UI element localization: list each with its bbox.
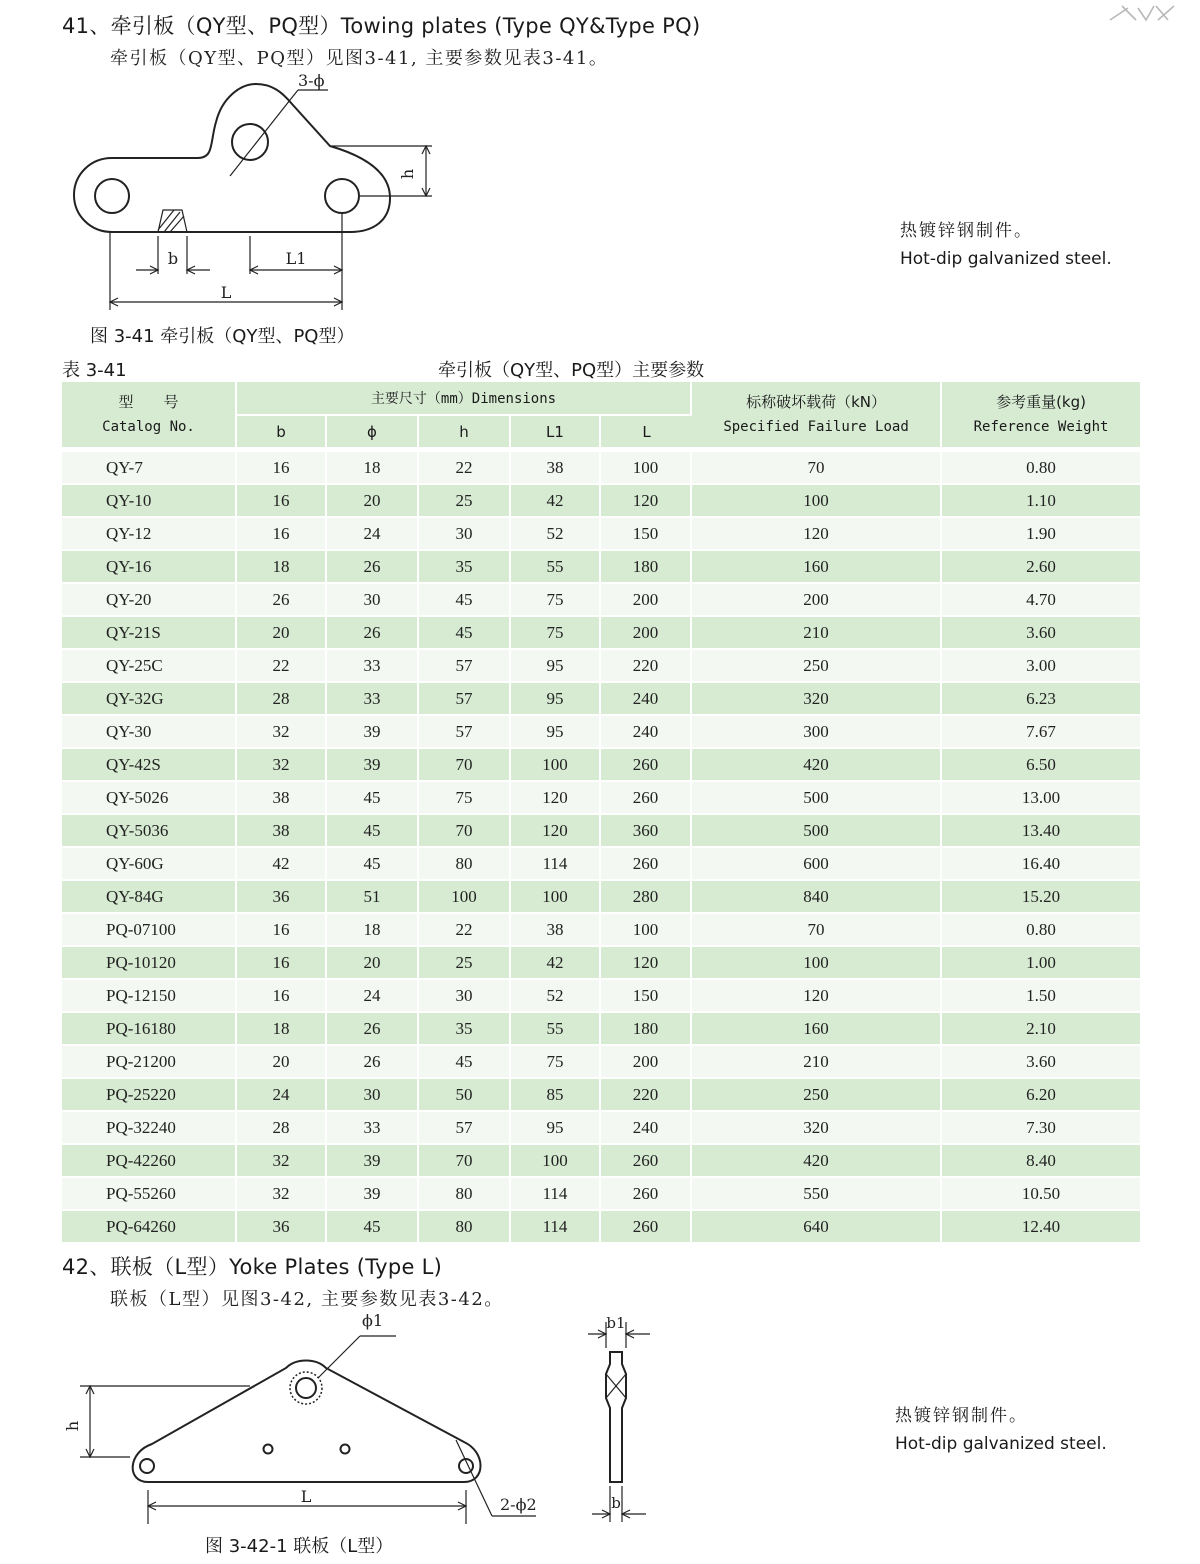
value-cell: 30 <box>327 1079 419 1112</box>
header-dim-l: L <box>601 416 692 449</box>
value-cell: 75 <box>419 782 511 815</box>
value-cell: 39 <box>327 716 419 749</box>
value-cell: 13.00 <box>942 782 1140 815</box>
value-cell: 85 <box>511 1079 601 1112</box>
value-cell: 120 <box>601 485 692 518</box>
model-cell: QY-10 <box>62 485 237 518</box>
value-cell: 6.20 <box>942 1079 1140 1112</box>
value-cell: 42 <box>237 848 327 881</box>
value-cell: 30 <box>419 518 511 551</box>
value-cell: 75 <box>511 1046 601 1079</box>
model-cell: PQ-55260 <box>62 1178 237 1211</box>
value-cell: 75 <box>511 584 601 617</box>
value-cell: 200 <box>601 1046 692 1079</box>
value-cell: 25 <box>419 485 511 518</box>
table-title: 牵引板（QY型、PQ型）主要参数 <box>438 360 705 381</box>
value-cell: 6.50 <box>942 749 1140 782</box>
table-row <box>62 617 1140 650</box>
value-cell: 200 <box>601 617 692 650</box>
value-cell: 28 <box>237 683 327 716</box>
figure-42-l-label: L <box>300 1487 312 1506</box>
value-cell: 32 <box>237 1178 327 1211</box>
table-row <box>62 1145 1140 1178</box>
table-row <box>62 584 1140 617</box>
section-41-subline: 牵引板（QY型、PQ型）见图3-41, 主要参数见表3-41。 <box>110 48 609 69</box>
value-cell: 100 <box>601 449 692 485</box>
value-cell: 57 <box>419 650 511 683</box>
value-cell: 26 <box>327 1046 419 1079</box>
value-cell: 33 <box>327 1112 419 1145</box>
value-cell: 52 <box>511 980 601 1013</box>
value-cell: 50 <box>419 1079 511 1112</box>
table-row <box>62 947 1140 980</box>
figure-42-phi1-label: ϕ1 <box>362 1311 384 1330</box>
value-cell: 16 <box>237 485 327 518</box>
value-cell: 51 <box>327 881 419 914</box>
value-cell: 36 <box>237 881 327 914</box>
value-cell: 1.00 <box>942 947 1140 980</box>
table-row <box>62 980 1140 1013</box>
value-cell: 12.40 <box>942 1211 1140 1244</box>
value-cell: 20 <box>237 617 327 650</box>
header-dim-phi: ϕ <box>327 416 419 449</box>
value-cell: 100 <box>692 485 942 518</box>
value-cell: 120 <box>511 782 601 815</box>
table-row <box>62 914 1140 947</box>
value-cell: 45 <box>327 1211 419 1244</box>
logo-icon <box>1108 2 1178 24</box>
section-42-heading: 42、联板（L型）Yoke Plates (Type L) <box>62 1255 443 1279</box>
model-cell: QY-60G <box>62 848 237 881</box>
value-cell: 20 <box>327 947 419 980</box>
value-cell: 70 <box>692 449 942 485</box>
figure-42-b1-label: b1 <box>606 1314 626 1332</box>
value-cell: 15.20 <box>942 881 1140 914</box>
table-body <box>62 449 1140 1244</box>
value-cell: 640 <box>692 1211 942 1244</box>
value-cell: 16 <box>237 914 327 947</box>
value-cell: 42 <box>511 947 601 980</box>
model-cell: QY-30 <box>62 716 237 749</box>
value-cell: 280 <box>601 881 692 914</box>
value-cell: 39 <box>327 1145 419 1178</box>
value-cell: 39 <box>327 749 419 782</box>
table-row <box>62 518 1140 551</box>
value-cell: 240 <box>601 683 692 716</box>
value-cell: 18 <box>237 1013 327 1046</box>
value-cell: 1.10 <box>942 485 1140 518</box>
value-cell: 30 <box>419 980 511 1013</box>
value-cell: 16 <box>237 449 327 485</box>
figure-41-h-label: h <box>398 168 417 180</box>
value-cell: 8.40 <box>942 1145 1140 1178</box>
value-cell: 42 <box>511 485 601 518</box>
header-model <box>62 382 237 449</box>
towing-plate-drawing <box>60 70 460 320</box>
table-row <box>62 551 1140 584</box>
value-cell: 120 <box>601 947 692 980</box>
figure-41-l1-label: L1 <box>285 249 307 268</box>
value-cell: 20 <box>237 1046 327 1079</box>
value-cell: 45 <box>419 1046 511 1079</box>
value-cell: 95 <box>511 1112 601 1145</box>
value-cell: 320 <box>692 1112 942 1145</box>
header-weight-en: Reference Weight <box>973 418 1109 435</box>
value-cell: 500 <box>692 782 942 815</box>
value-cell: 150 <box>601 518 692 551</box>
value-cell: 6.23 <box>942 683 1140 716</box>
model-cell: QY-16 <box>62 551 237 584</box>
value-cell: 57 <box>419 683 511 716</box>
section-41-note-cn: 热镀锌钢制件。 <box>900 221 1033 241</box>
value-cell: 360 <box>601 815 692 848</box>
header-load-cn: 标称破坏载荷（kN） <box>746 392 886 411</box>
value-cell: 80 <box>419 1211 511 1244</box>
table-row <box>62 1079 1140 1112</box>
value-cell: 260 <box>601 1178 692 1211</box>
value-cell: 95 <box>511 650 601 683</box>
figure-42-phi2-label: 2-ϕ2 <box>500 1495 537 1514</box>
value-cell: 500 <box>692 815 942 848</box>
value-cell: 100 <box>692 947 942 980</box>
table-row <box>62 716 1140 749</box>
table-row <box>62 1178 1140 1211</box>
value-cell: 16 <box>237 980 327 1013</box>
value-cell: 220 <box>601 650 692 683</box>
value-cell: 1.90 <box>942 518 1140 551</box>
header-weight-cn: 参考重量(kg) <box>996 392 1086 411</box>
value-cell: 600 <box>692 848 942 881</box>
value-cell: 24 <box>327 980 419 1013</box>
figure-41-caption: 图 3-41 牵引板（QY型、PQ型） <box>90 326 355 347</box>
header-dim-b: b <box>237 416 327 449</box>
value-cell: 45 <box>419 617 511 650</box>
model-cell: PQ-64260 <box>62 1211 237 1244</box>
value-cell: 320 <box>692 683 942 716</box>
model-cell: QY-21S <box>62 617 237 650</box>
value-cell: 18 <box>327 914 419 947</box>
table-row <box>62 782 1140 815</box>
value-cell: 35 <box>419 551 511 584</box>
header-dim-l1: L1 <box>511 416 601 449</box>
model-cell: PQ-07100 <box>62 914 237 947</box>
section-42-note-cn: 热镀锌钢制件。 <box>895 1406 1028 1426</box>
model-cell: PQ-12150 <box>62 980 237 1013</box>
value-cell: 180 <box>601 1013 692 1046</box>
value-cell: 38 <box>511 449 601 485</box>
value-cell: 22 <box>419 914 511 947</box>
value-cell: 120 <box>692 518 942 551</box>
value-cell: 300 <box>692 716 942 749</box>
value-cell: 420 <box>692 749 942 782</box>
table-row <box>62 1013 1140 1046</box>
value-cell: 260 <box>601 1145 692 1178</box>
value-cell: 1.50 <box>942 980 1140 1013</box>
value-cell: 260 <box>601 848 692 881</box>
header-load-en: Specified Failure Load <box>723 418 909 435</box>
value-cell: 114 <box>511 1178 601 1211</box>
model-cell: QY-12 <box>62 518 237 551</box>
value-cell: 70 <box>419 1145 511 1178</box>
value-cell: 26 <box>237 584 327 617</box>
value-cell: 22 <box>419 449 511 485</box>
value-cell: 260 <box>601 782 692 815</box>
value-cell: 13.40 <box>942 815 1140 848</box>
value-cell: 20 <box>327 485 419 518</box>
table-row <box>62 449 1140 485</box>
value-cell: 45 <box>419 584 511 617</box>
model-cell: PQ-16180 <box>62 1013 237 1046</box>
value-cell: 95 <box>511 683 601 716</box>
value-cell: 180 <box>601 551 692 584</box>
table-number: 表 3-41 <box>62 360 127 381</box>
value-cell: 0.80 <box>942 449 1140 485</box>
value-cell: 100 <box>601 914 692 947</box>
yoke-plate-drawing <box>60 1308 560 1530</box>
value-cell: 150 <box>601 980 692 1013</box>
figure-41-b-label: b <box>167 249 179 268</box>
table-row <box>62 815 1140 848</box>
value-cell: 3.60 <box>942 1046 1140 1079</box>
value-cell: 114 <box>511 1211 601 1244</box>
value-cell: 70 <box>419 815 511 848</box>
figure-42-b-label: b <box>611 1494 621 1512</box>
model-cell: QY-5036 <box>62 815 237 848</box>
figure-41-l-label: L <box>220 283 232 302</box>
value-cell: 200 <box>692 584 942 617</box>
table-row <box>62 1112 1140 1145</box>
value-cell: 18 <box>327 449 419 485</box>
model-cell: PQ-10120 <box>62 947 237 980</box>
value-cell: 38 <box>511 914 601 947</box>
table-row <box>62 485 1140 518</box>
value-cell: 80 <box>419 1178 511 1211</box>
section-41-heading: 41、牵引板（QY型、PQ型）Towing plates (Type QY&Type PQ) <box>62 14 701 38</box>
value-cell: 70 <box>692 914 942 947</box>
value-cell: 18 <box>237 551 327 584</box>
table-row <box>62 1211 1140 1244</box>
value-cell: 2.10 <box>942 1013 1140 1046</box>
section-42-subline: 联板（L型）见图3-42, 主要参数见表3-42。 <box>110 1289 504 1310</box>
value-cell: 52 <box>511 518 601 551</box>
header-model-cn: 型 号 <box>118 392 179 411</box>
table-row <box>62 848 1140 881</box>
table-row <box>62 749 1140 782</box>
value-cell: 26 <box>327 1013 419 1046</box>
model-cell: PQ-42260 <box>62 1145 237 1178</box>
value-cell: 260 <box>601 1211 692 1244</box>
value-cell: 16 <box>237 518 327 551</box>
section-42-note-en: Hot-dip galvanized steel. <box>895 1434 1107 1454</box>
header-weight <box>942 382 1140 449</box>
value-cell: 22 <box>237 650 327 683</box>
model-cell: PQ-21200 <box>62 1046 237 1079</box>
value-cell: 24 <box>237 1079 327 1112</box>
value-cell: 32 <box>237 749 327 782</box>
value-cell: 16 <box>237 947 327 980</box>
value-cell: 840 <box>692 881 942 914</box>
value-cell: 45 <box>327 782 419 815</box>
value-cell: 7.67 <box>942 716 1140 749</box>
value-cell: 114 <box>511 848 601 881</box>
model-cell: QY-25C <box>62 650 237 683</box>
value-cell: 250 <box>692 1079 942 1112</box>
header-dim-h: h <box>419 416 511 449</box>
value-cell: 240 <box>601 716 692 749</box>
value-cell: 70 <box>419 749 511 782</box>
value-cell: 25 <box>419 947 511 980</box>
figure-42-caption: 图 3-42-1 联板（L型） <box>205 1536 394 1557</box>
value-cell: 32 <box>237 716 327 749</box>
value-cell: 200 <box>601 584 692 617</box>
value-cell: 45 <box>327 848 419 881</box>
value-cell: 39 <box>327 1178 419 1211</box>
value-cell: 210 <box>692 1046 942 1079</box>
value-cell: 210 <box>692 617 942 650</box>
value-cell: 3.00 <box>942 650 1140 683</box>
value-cell: 95 <box>511 716 601 749</box>
value-cell: 550 <box>692 1178 942 1211</box>
value-cell: 420 <box>692 1145 942 1178</box>
value-cell: 36 <box>237 1211 327 1244</box>
value-cell: 0.80 <box>942 914 1140 947</box>
value-cell: 3.60 <box>942 617 1140 650</box>
value-cell: 35 <box>419 1013 511 1046</box>
yoke-plate-side-view <box>580 1308 660 1530</box>
value-cell: 160 <box>692 551 942 584</box>
value-cell: 10.50 <box>942 1178 1140 1211</box>
header-model-en: Catalog No. <box>102 418 195 435</box>
section-41-note-en: Hot-dip galvanized steel. <box>900 249 1112 269</box>
value-cell: 220 <box>601 1079 692 1112</box>
value-cell: 45 <box>327 815 419 848</box>
model-cell: PQ-32240 <box>62 1112 237 1145</box>
figure-41-phi-label: 3-ϕ <box>298 71 325 90</box>
value-cell: 32 <box>237 1145 327 1178</box>
value-cell: 30 <box>327 584 419 617</box>
value-cell: 33 <box>327 683 419 716</box>
model-cell: PQ-25220 <box>62 1079 237 1112</box>
header-load <box>692 382 942 449</box>
value-cell: 57 <box>419 716 511 749</box>
value-cell: 160 <box>692 1013 942 1046</box>
value-cell: 26 <box>327 551 419 584</box>
value-cell: 26 <box>327 617 419 650</box>
table-row <box>62 1046 1140 1079</box>
value-cell: 240 <box>601 1112 692 1145</box>
value-cell: 24 <box>327 518 419 551</box>
model-cell: QY-42S <box>62 749 237 782</box>
value-cell: 55 <box>511 1013 601 1046</box>
value-cell: 80 <box>419 848 511 881</box>
value-cell: 100 <box>511 1145 601 1178</box>
table-row <box>62 683 1140 716</box>
model-cell: QY-7 <box>62 449 237 485</box>
value-cell: 100 <box>511 881 601 914</box>
value-cell: 2.60 <box>942 551 1140 584</box>
value-cell: 38 <box>237 782 327 815</box>
table-row <box>62 650 1140 683</box>
value-cell: 260 <box>601 749 692 782</box>
model-cell: QY-5026 <box>62 782 237 815</box>
header-dimensions: 主要尺寸（mm）Dimensions <box>237 382 692 416</box>
model-cell: QY-32G <box>62 683 237 716</box>
parameter-table <box>62 382 1140 1244</box>
model-cell: QY-84G <box>62 881 237 914</box>
table-row <box>62 881 1140 914</box>
model-cell: QY-20 <box>62 584 237 617</box>
value-cell: 33 <box>327 650 419 683</box>
value-cell: 57 <box>419 1112 511 1145</box>
value-cell: 16.40 <box>942 848 1140 881</box>
value-cell: 38 <box>237 815 327 848</box>
value-cell: 100 <box>419 881 511 914</box>
value-cell: 28 <box>237 1112 327 1145</box>
figure-42-h-label: h <box>63 1420 82 1432</box>
value-cell: 7.30 <box>942 1112 1140 1145</box>
value-cell: 55 <box>511 551 601 584</box>
value-cell: 250 <box>692 650 942 683</box>
value-cell: 100 <box>511 749 601 782</box>
value-cell: 4.70 <box>942 584 1140 617</box>
value-cell: 75 <box>511 617 601 650</box>
value-cell: 120 <box>511 815 601 848</box>
value-cell: 120 <box>692 980 942 1013</box>
